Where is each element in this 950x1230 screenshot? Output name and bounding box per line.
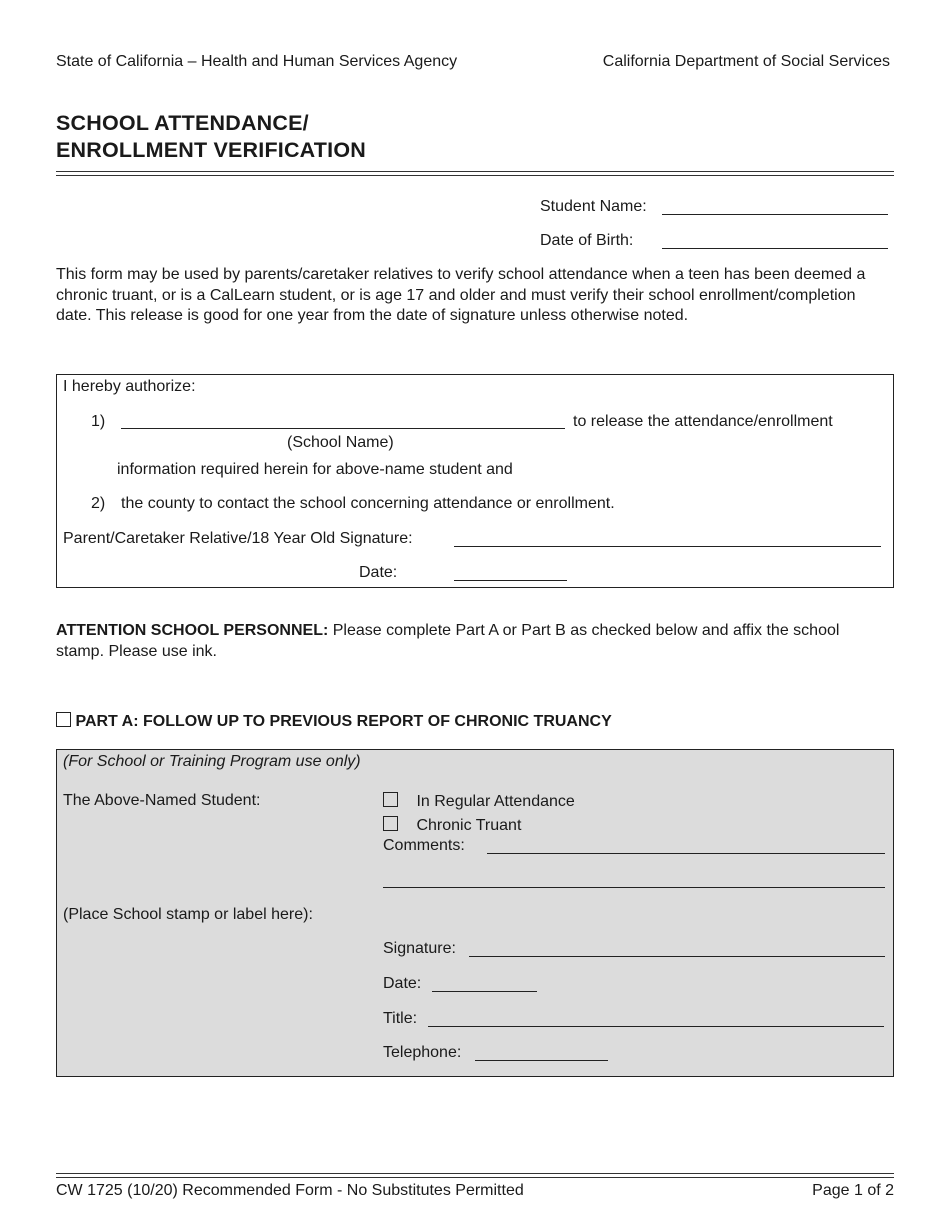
chronic-truant-checkbox[interactable]: [383, 816, 398, 831]
school-telephone-field[interactable]: [475, 1045, 608, 1061]
attention-paragraph: [56, 621, 876, 662]
parent-signature-field[interactable]: [454, 531, 881, 547]
form-title-line2: ENROLLMENT VERIFICATION: [56, 138, 366, 162]
chronic-truant-label: Chronic Truant: [416, 817, 522, 834]
footer-divider-bottom: [56, 1177, 894, 1178]
authorization-date-field[interactable]: [454, 565, 567, 581]
part-a-title: PART A: FOLLOW UP TO PREVIOUS REPORT OF CHRONIC TRUANCY: [75, 713, 612, 730]
item-1-tail: to release the attendance/enrollment: [573, 413, 833, 430]
school-use-only-note: (For School or Training Program use only): [63, 753, 361, 770]
form-title-line1: SCHOOL ATTENDANCE/: [56, 111, 309, 135]
form-id: CW 1725 (10/20) Recommended Form - No Substitutes Permitted: [56, 1182, 524, 1199]
school-telephone-label: Telephone:: [383, 1044, 462, 1061]
attention-label: ATTENTION SCHOOL PERSONNEL:: [56, 622, 329, 639]
student-name-field[interactable]: [662, 199, 888, 215]
student-name-label: Student Name:: [540, 198, 647, 215]
part-a-box: [56, 749, 894, 1077]
item-1-continued: information required herein for above-name student and: [117, 461, 513, 478]
title-divider-bottom: [56, 175, 894, 176]
date-of-birth-label: Date of Birth:: [540, 232, 634, 249]
title-divider-top: [56, 171, 894, 172]
comments-field-line1[interactable]: [487, 838, 885, 854]
intro-paragraph: This form may be used by parents/caretaker relatives to verify school attendance when a teen has been deemed a chronic truant, or is a CalLearn student, or is age 17 and older and must verify their school enrollment/completion date. This release is good for one year from the date of signature unless otherwise noted.: [56, 266, 866, 324]
school-title-field[interactable]: [428, 1011, 884, 1027]
chronic-truant-option[interactable]: [383, 816, 521, 835]
school-name-caption: (School Name): [287, 434, 394, 451]
school-signature-field[interactable]: [469, 941, 885, 957]
page-number: Page 1 of 2: [812, 1182, 894, 1199]
school-signature-label: Signature:: [383, 940, 456, 957]
parent-signature-label: Parent/Caretaker Relative/18 Year Old Signature:: [63, 530, 413, 547]
agency-name: State of California – Health and Human Services Agency: [56, 53, 458, 70]
regular-attendance-checkbox[interactable]: [383, 792, 398, 807]
attention-text: Please complete Part A or Part B as checked below and affix the school stamp. Please use ink.: [56, 622, 840, 660]
school-name-field[interactable]: [121, 413, 565, 429]
item-2-text: the county to contact the school concerning attendance or enrollment.: [121, 495, 615, 512]
department-name: California Department of Social Services: [602, 53, 890, 70]
authorize-heading: I hereby authorize:: [63, 378, 196, 395]
regular-attendance-option[interactable]: [383, 792, 575, 811]
above-named-student-label: The Above-Named Student:: [63, 792, 261, 809]
authorization-date-label: Date:: [359, 564, 398, 581]
date-of-birth-field[interactable]: [662, 233, 888, 249]
item-1-number: 1): [91, 413, 106, 430]
school-date-field[interactable]: [432, 976, 537, 992]
part-a-heading: [56, 712, 612, 731]
regular-attendance-label: In Regular Attendance: [416, 793, 575, 810]
comments-label: Comments:: [383, 837, 465, 854]
school-date-label: Date:: [383, 975, 422, 992]
school-stamp-label: (Place School stamp or label here):: [63, 906, 313, 923]
part-a-checkbox[interactable]: [56, 712, 71, 727]
authorization-box: [56, 374, 894, 588]
footer-divider-top: [56, 1173, 894, 1174]
item-2-number: 2): [91, 495, 106, 512]
school-title-label: Title:: [383, 1010, 418, 1027]
comments-field-line2[interactable]: [383, 872, 885, 888]
